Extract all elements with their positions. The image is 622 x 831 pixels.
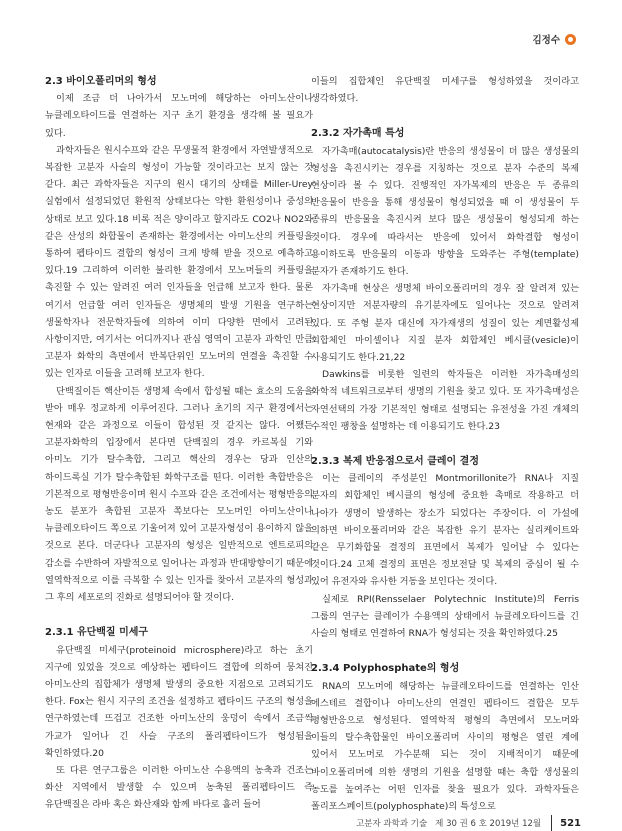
- section-title-2-3-4: 2.3.4 Polyphosphate의 형성: [311, 663, 460, 675]
- footer-divider: [551, 815, 552, 831]
- paragraph: 과학자들은 원시수프와 같은 무생물적 환경에서 자연발생적으로 복잡한 고분자 사슬의 형성이 가능할 것이라고는 보지 않는 것 같다. 최근 과학자들은 지구의 원시 대기의 상태를 Miller-Urey 실험에서 설정되었던 환원적 상태보다는 약한 환원성이나 중성의 상태로 보고 있다.18 비록 적은 양이라고 할지라도 CO2나 NO2와 같은 산성의 화합물이 존재하는 환경에서는 아미노산의 커플링을 통하여 펩타이드 결합의 형성이 크게 방해 받을 것으로 예측하고 있다.19 그리하여 이러한 불리한 환경에서 모노머들의 커플링을 촉진할 수 있는 알려진 여러 인자들을 언급해 보고자 한다. 물론 여기서 언급할 여러 인자들은 생명체의 발생 기원을 연구하는 생물학자나 전문학자들에 의하여 이미 다양한 면에서 고려된 사항이지만, 여기서는 어디까지나 관심 영역이 고분자 과학인 만큼 고분자 화학의 측면에서 반복단위인 모노머의 연결을 촉진할 수 있는 인자로 이들을 고려해 보고자 한다.: [45, 144, 313, 380]
- paragraph: 단백질이든 핵산이든 생명체 속에서 합성될 때는 효소의 도움을 받아 매우 정교하게 이루어진다. 그러나 초기의 지구 환경에서는 현재와 같은 과정으로 이들이 합성된 것 같지는 않다. 어쨌든 고분자화학의 입장에서 본다면 단백질의 경우 카르복실 기와 아미노 기가 탈수축합, 그리고 핵산의 경우는 당과 인산의 하이드록실 기가 탈수축합된 화학구조를 띤다. 이러한 축합반응은 기본적으로 평형반응이며 원시 수프와 같은 조건에서는 평형반응의 농도 분포가 축합된 고분자 쪽보다는 모노머인 아미노산이나 뉴클레오타이드 쪽으로 기울어져 있어 고분자형성이 용이하지 않을 것으로 본다. 더군다나 고분자의 형성은 일반적으로 엔트로피의 감소를 수반하여 자발적으로 일어나는 과정과 반대방향이기 때문에 열역학적으로 이를 극복할 수 있는 인자를 찾아서 고분자의 형성과 그 후의 세포로의 진화로 설명되어야 할 것이다.: [45, 385, 313, 604]
- paragraph: 실제로 RPI(Rensselaer Polytechnic Institute)의 Ferris 그룹의 연구는 클레이가 수용액의 상태에서 뉴클레오타이드를 긴 사슬의 형태로 연결하여 RNA가 형성되는 것을 확인하였다.25: [311, 593, 579, 640]
- paragraph: 이제 조금 더 나아가서 모노머에 해당하는 아미노산이나 뉴클레오타이드를 연결하는 지구 초기 환경을 생각해 볼 필요가 있다.: [45, 93, 313, 139]
- paragraph: 이는 클레이의 주성분인 Montmorillonite가 RNA나 지질 분자의 회합체인 베시클의 형성에 중요한 촉매로 작용하고 더 나아가 생명이 발생하는 장소가 되었다는 주장이다. 이 가설에 의하면 바이오폴리머와 같은 복잡한 유기 분자는 실리케이트와 같은 무기화합물 결정의 표면에서 복제가 일어날 수 있다는 것이다.24 고체 결정의 표면은 정보전달 및 복제의 중심이 될 수 있어 유전자와 유사한 거동을 보인다는 것이다.: [311, 473, 579, 588]
- paragraph: RNA의 모노머에 해당하는 뉴클레오타이드를 연결하는 인산 에스테르 결합이나 아미노산의 연결인 펩타이드 결합은 모두 평형반응으로 형성된다. 열역학적 평형의 측면에서 모노머와 이들의 탈수축합물인 바이오폴리머 사이의 평형은 열린 계에 있어서 모노머로 가수분해 되는 것이 지배적이기 때문에 바이오폴리머에 의한 생명의 기원을 설명할 때는 축합 생성물의 농도를 높여주는 어떤 인자를 찾을 필요가 있다. 과학자들은 폴리포스페이트(polyphosphate)의 특성으로: [311, 680, 579, 812]
- section-title-2-3-3: 2.3.3 복제 반응점으로서 클레이 결정: [311, 456, 479, 468]
- paragraph: 자가촉매 현상은 생명체 바이오폴리머의 경우 잘 알려져 있는 현상이지만 저분자량의 유기분자에도 일어나는 것으로 알려져 있다. 또 주형 분자 대신에 자가재생의 성질이 있는 계면활성제 회합체인 마이셀이나 지질 분자 회합체인 베시클(vesicle)이 사용되기도 한다.21,22: [311, 283, 579, 364]
- footer-volume: 제 30 권 6 호 2019년 12월: [435, 819, 542, 829]
- header-author: 김정수: [532, 35, 560, 46]
- section-title-2-3-1: 2.3.1 유단백질 미세구: [45, 627, 149, 639]
- running-header: [532, 32, 576, 46]
- right-column: [311, 73, 579, 815]
- paragraph: 또 다른 연구그룹은 이러한 아미노산 수용액의 농축과 건조는 화산 지역에서 발생할 수 있으며 농축된 폴리펩타이드 즉 유단백질은 라바 혹은 화산재와 함께 바다로 흘러 들어: [45, 764, 313, 811]
- paragraph: 자가촉매(autocatalysis)란 반응의 생성물이 더 많은 생성물의 형성을 촉진시키는 경우를 지칭하는 것으로 분자 수준의 복제 현상이라 볼 수 있다. 진행적인 자가복제의 반응은 두 종류의 반응물이 반응을 통해 생성물이 형성되었을 때 이 생성물이 두 종류의 반응물을 촉진시켜 보다 많은 생성물이 형성되게 하는 것이다. 경우에 따라서는 반응에 있어서 화학결합 형성이 용이하도록 반응물의 이동과 방향을 도와주는 주형(template) 분자가 존재하기도 한다.: [311, 145, 579, 278]
- paragraph: 유단백질 미세구(proteinoid microsphere)라고 하는 초기 지구에 있었을 것으로 예상하는 펩타이드 결합에 의하여 뭉쳐진 아미노산의 집합체가 생명체 발생의 중요한 지점으로 고려되기도 한다. Fox는 원시 지구의 조건을 설정하고 펩타이드 구조의 형성을 연구하였는데 뜨겁고 건조한 아미노산의 웅덩이 속에서 조금씩 가교가 일어나 긴 사슬 구조의 폴리펩타이드가 형성됨을 확인하였다.20: [45, 644, 313, 759]
- paragraph-continued: 이들의 집합체인 유단백질 미세구를 형성하였을 것이라고 생각하였다.: [311, 76, 579, 105]
- left-column: [45, 73, 313, 814]
- footer-journal: 고분자 과학과 기술: [356, 819, 428, 829]
- section-title-2-3: 2.3 바이오폴리머의 형성: [45, 76, 157, 87]
- page-number: 521: [560, 817, 581, 829]
- page-footer: [356, 815, 581, 831]
- flower-icon: [565, 34, 576, 45]
- section-title-2-3-2: 2.3.2 자가촉매 특성: [311, 128, 405, 140]
- paragraph: Dawkins를 비롯한 일련의 학자들은 이러한 자가촉매성의 화학적 네트워크로부터 생명의 기원을 찾고 있다. 또 자가촉매성은 자연선택의 가장 기본적인 형태로 설명되는 유전성을 가진 개체의 수적인 팽창을 설명하는 데 이용되기도 한다.23: [311, 369, 579, 432]
